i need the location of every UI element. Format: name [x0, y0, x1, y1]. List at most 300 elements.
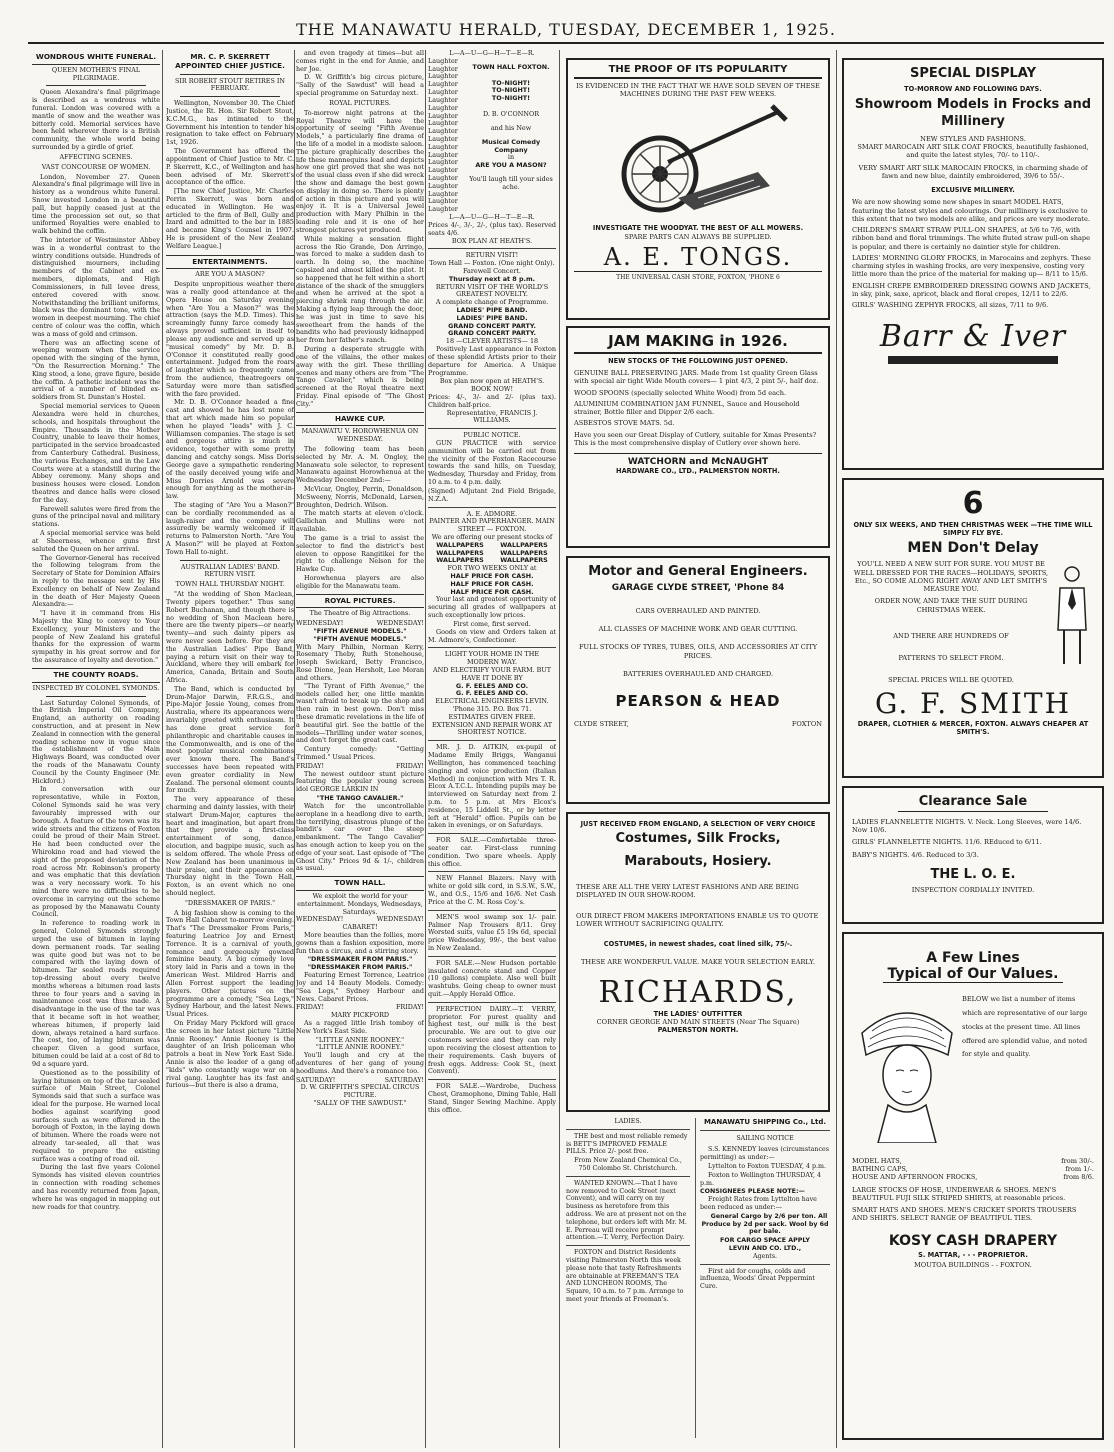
- paragraph: Wellington, November 30. The Chief Justice, the Rt. Hon. Sir Robert Stout, K.C.M.G., has intimated to the Government his intention to tender his resignation to take effect on February 1st, 1926.: [166, 99, 294, 147]
- paragraph: On Friday Mary Pickford will grace the screen in her latest picture "Little Annie Rooney." Annie Rooney is the daughter of an Irish policeman who patrols a beat in New York East Side. Annie is also the leader of a gang of "kids" who constantly wage war on a rival gang. Laughter has its fast and furious—but there is also a drama,: [166, 1018, 294, 1090]
- ad-text: Agents.: [752, 1252, 778, 1260]
- ad-address: MOUTOA BUILDINGS - - FOXTON.: [914, 1260, 1032, 1269]
- paragraph: The Government has offered the appointment of Chief Justice to Mr. C. P. Skerrett, K.C., of Wellington and has been advised of Mr. Skerrett's acceptance of the office.: [166, 147, 294, 187]
- barr-iver-logo: Barr & Iver: [879, 319, 1067, 355]
- column-3: [296, 50, 424, 1448]
- ad-title: Motor and General Engineers.: [588, 564, 808, 579]
- ad-text: We are offering our present stocks of: [431, 532, 553, 541]
- divider: [428, 833, 556, 834]
- ad-text: Farewell Concert.: [463, 266, 521, 275]
- paragraph: The match starts at eleven o'clock. Gallichan and Mullins were not available.: [296, 509, 424, 534]
- ad-title: Clearance Sale: [898, 794, 1048, 812]
- divider: [428, 507, 556, 508]
- wallpapers-word: WALLPAPERS: [500, 548, 548, 557]
- price-row: [852, 1157, 1094, 1165]
- ad-item: Have you seen our Great Display of Cutlery, suitable for Xmas Presents? This is the most comprehensive display of Cutlery ever shown here.: [574, 430, 817, 447]
- wallpapers-word: WALLPAPERS: [500, 540, 548, 549]
- ad-title: THE L. O. E.: [930, 866, 1016, 882]
- column-rule: [695, 1118, 696, 1438]
- ad-text: INSPECTION CORDIALLY INVITED.: [911, 885, 1035, 894]
- ad-text: Goods on view and Orders taken at M. Admore's, Confectioner.: [428, 627, 556, 644]
- ad-name: KOSY CASH DRAPERY: [888, 1232, 1058, 1249]
- film-title: "DRESSMAKER FROM PARIS.": [307, 963, 413, 972]
- ad-footer: HARDWARE CO., LTD., PALMERSTON NORTH.: [616, 467, 780, 476]
- classified-ad: First aid for coughs, colds and influenza, Woods' Great Peppermint Cure.: [700, 1267, 815, 1291]
- divider: [700, 1130, 830, 1131]
- classified-ad: FOR SALE.—Wardrobe, Duchess Chest, Gramophone, Dining Table, Hall Stand, Singer Sewing Machine. Apply this office.: [428, 1082, 556, 1114]
- ad-item: VERY SMART ART SILK MAROCAIN FROCKS, in charming shade of fawn and new blue, daintily embroidered, 39/6 to 55/-.: [858, 163, 1088, 180]
- ad-text: SPARE PARTS CAN ALWAYS BE SUPPLIED.: [624, 232, 772, 241]
- column-4: [428, 50, 556, 1448]
- paragraph: In reference to roading work in general, Colonel Symonds strongly urged the use of bitumen in laying down permanent roads. Tar sealing was quite good but was not to be compared with the laying down of bitumen. Tar sealed roads required top-dressing about every twelve months whereas a bitumen road lasts three to four years and a saving in maintenance cost was thus made. A disadvantage in the use of the tar was that it became soft in hot weather, whereas bitumen, if properly laid down, always retained a hard surface. The cost, too, of laying bitumen was cheaper. Given a good surface, bitumen could be laid at a cost of 8d to 9d a square yard.: [32, 919, 160, 1068]
- film-title: "FIFTH AVENUE MODELS.": [313, 627, 407, 635]
- laughter-word: Laughter: [428, 56, 458, 65]
- divider: [428, 428, 556, 429]
- column-2: [166, 50, 294, 1448]
- ad-text: PATTERNS TO SELECT FROM.: [898, 654, 1004, 663]
- ad-text: PAINTER AND PAPERHANGER. MAIN STREET — FOXTON.: [429, 517, 555, 534]
- price-label: BATHING CAPS,: [852, 1165, 908, 1174]
- paragraph: Queen Alexandra's final pilgrimage is described as a wondrous white funeral. London was covered with a mantle of snow and the weather was bitterly cold. Memorial services have been held wherever there is a British community, the whole world being surrounded by a girdle of grief.: [32, 88, 160, 152]
- ad-subtitle: The Theatre of Big Attractions.: [309, 609, 411, 618]
- laughter-word: Laughter: [428, 111, 458, 120]
- divider: [566, 1129, 690, 1130]
- ad-subtitle: JUST RECEIVED FROM ENGLAND, A SELECTION OF VERY CHOICE: [580, 820, 816, 828]
- ad-title: JAM MAKING in 1926.: [574, 332, 822, 354]
- article-subtitle: INSPECTED BY COLONEL SYMONDS.: [32, 683, 160, 692]
- ad-title: Marabouts, Hosiery.: [624, 854, 772, 870]
- ad-text: FOR CARGO SPACE APPLY: [719, 1237, 810, 1245]
- ad-text: A complete change of Programme.: [435, 298, 549, 307]
- ad-title: SPECIAL DISPLAY: [909, 66, 1037, 81]
- ad-subtitle: TO-MORROW AND FOLLOWING DAYS.: [904, 85, 1042, 93]
- ad-text: NEW STYLES AND FASHIONS.: [920, 135, 1026, 144]
- divider: [566, 1245, 690, 1246]
- laughter-word: Laughter: [428, 150, 458, 159]
- divider: [180, 96, 280, 97]
- paragraph: Last Saturday Colonel Symonds, of the British Imperial Oil Company, England, an authority on roading construction, and at present in New Zealand in connection with the general roading scheme now in vogue since the establishment of the Main Highways Board, was conducted over the roads of the Manawatu County Council by the County Engineer (Mr. Hickford.): [32, 698, 160, 785]
- divider: [46, 696, 146, 697]
- ad-text: YOU'LL NEED A NEW SUIT FOR SURE. YOU MUST BE WELL DRESSED FOR THE RACES—HOLIDAYS, SPORTS, Etc., SO COME ALONG RIGHT AWAY AND LET SMITH'S MEASURE YOU.: [853, 560, 1049, 594]
- ad-text: ALL CLASSES OF MACHINE WORK AND GEAR CUTTING.: [598, 625, 798, 634]
- article-subtitle: ROYAL PICTURES.: [329, 98, 391, 107]
- ad-text: First come, first served.: [453, 619, 531, 628]
- classified-ad: FOXTON and District Residents visiting Palmerston North this week please note that tasty Refreshments are obtainable at FREEMAN'S TEA AND LUNCHEON ROOMS, The Square, 10 a.m. to 7 p.m. Arrange to meet your friends at Freeman's.: [566, 1249, 684, 1303]
- ad-text: From New Zealand Chemical Co.,: [574, 1157, 682, 1165]
- price-value: from 1/-.: [1065, 1165, 1094, 1174]
- ad-name: RICHARDS,: [598, 974, 798, 1010]
- wallpapers-word: WALLPAPERS: [436, 540, 484, 549]
- special-display-ad: [842, 58, 1104, 470]
- richards-ad: [566, 812, 830, 1112]
- paragraph: The newest outdoor stunt picture featuring the popular young screen idol GEORGE LARKIN IN: [296, 769, 424, 794]
- divider: [428, 647, 556, 648]
- paragraph: and even tragedy at times—but all comes right in the end for Annie, and her Joe.: [296, 50, 424, 73]
- paragraph: Featuring Ernest Torrence, Leatrice Joy and 14 Beauty Models. Comedy: "Sea Legs," Sydney Harbour and News. Cabaret Prices.: [296, 971, 424, 1003]
- price-label: MODEL HATS,: [852, 1157, 902, 1165]
- article-title: MR. C. P. SKERRETT APPOINTED CHIEF JUSTICE.: [175, 52, 285, 70]
- price-row: [852, 1173, 1094, 1181]
- divider: [428, 871, 556, 872]
- ad-subtitle: GARAGE CLYDE STREET, 'Phone 84: [611, 583, 785, 593]
- paragraph: In conversation with our representative, while in Foxton, Colonel Symonds said he was very favourably impressed with our borough. A feature of the town was its wide streets and the citizens of Foxton could be proud of their Main Street. He had been conducted over the Whirokino road and had viewed the sight of the proposed deviation of the road across Mr. Robinson's property and was emphatic that this deviation was a very necessary work. To his mind there were no difficulties to be overcome in carrying out the scheme as proposed by the Manawatu County Council.: [32, 785, 160, 919]
- paragraph: Despite unpropitious weather there was a really good attendance at the Opera House on Saturday evening when "Are You a Mason?" was the attraction (says the M.D. Times). This screamingly funny farce comedy has always proved sufficient in itself to please any audience and served up as "musical comedy" by Mr. D. B. O'Connor it constituted really good entertainment. Judged from the roars of laughter which so frequently came from the audience, theatregoers on Saturday were more than satisfied with the fare provided.: [166, 280, 294, 398]
- column-rule: [836, 50, 837, 1448]
- ad-text: CONSIGNEES PLEASE NOTE:—: [700, 1188, 805, 1196]
- ad-item: ALUMINIUM COMBINATION JAM FUNNEL, Sauce and Household strainer, Bottle filler and Dipper 2/6 each.: [574, 399, 800, 417]
- ad-subtitle: EXCLUSIVE MILLINERY.: [931, 186, 1015, 195]
- ad-text: BATTERIES OVERHAULED AND CHARGED.: [622, 669, 774, 678]
- paragraph: "I have it in command from His Majesty the King to convey to Your Excellency, your Ministers and the people of New Zealand his grateful thanks for the expression of warm sympathy in his great sorrow and for the assurance of loyalty and devotion.": [32, 609, 160, 665]
- ad-day: FRIDAY!: [395, 1003, 424, 1012]
- paragraph: Questioned as to the possibility of laying bitumen on top of the tar-sealed surface of Main Street, Colonel Symonds said that such a surface was ideal for the purpose. He warned local bodies against scarifying good surfaces such as were offered in the borough of Foxton, in the laying down of bitumen. Where the roads were not already tar-sealed, all that was required to prepare the existing surface was a coating of road oil.: [32, 1068, 160, 1163]
- ad-text: General Cargo by 2/6 per ton. All Produce by 2d per sack. Wool by 6d per bale.: [701, 1212, 829, 1236]
- paragraph: A special memorial service was held at Sheerness, whence guns first saluted the Queen on her arrival.: [32, 529, 160, 553]
- ad-name: PEARSON & HEAD: [615, 692, 781, 711]
- laughter-word: Laughter: [428, 158, 458, 167]
- divider: [428, 1002, 556, 1003]
- ad-text: 750 Colombo St. Christchurch.: [578, 1164, 678, 1172]
- ad-address-town: FOXTON: [791, 720, 822, 729]
- ad-subtitle: THE LADIES' OUTFITTER: [653, 1009, 743, 1018]
- paragraph: Mr. D. B. O'Connor headed a fine cast and showed he has lost none of that art which made him so popular when he played "leads" with J. C. Williamson companies. The stage is set and gorgeous attire is much in evidence, together with some pretty dancing and catchy songs. Miss Doris George gave a sympathetic rendering of the easily deceived young wife and Miss Dorries Arnold was severe enough for anything as the mother-in-law.: [166, 398, 294, 501]
- ad-text: D. B. O'CONNOR: [482, 110, 540, 119]
- ad-footer: THE UNIVERSAL CASH STORE, FOXTON, 'PHONE 6: [574, 271, 822, 281]
- classified-ad: PERFECTION DAIRY.—T. VERRY, proprietor. For purest quality and highest test, our milk is the best procurable. We are out to give our customers service and they can rely upon receiving the closest attention to their requirements. Cash buyers of fresh eggs. Address: Cook St., (next Convent).: [428, 1004, 556, 1076]
- paragraph: The Band, which is conducted by Drum-Major Darwin, F.R.G.S., and Pipe-Major Jessie Young, comes from Australia, where its appearances were invariably greeted with enthusiasm. It has done great service for philanthropic and charitable causes in the Commonwealth, and is one of the most popular musical combinations ever known there. The Band's successes have been repeated with even greater cordiality in New Zealand. The personal element counts for much.: [166, 684, 294, 795]
- ad-text: Representative, FRANCIS J. WILLIAMS.: [446, 408, 538, 425]
- paragraph: "At the wedding of Shon Maclean, Twenty pipers together." Thus sang Robert Buchanan, and though there is no wedding of Shon Maclean here, there are the twenty pipers—or nearly twenty—and such dainty pipers as were never seen before. For they are the Australian Ladies' Pipe Band, paying a return visit on their way to Auckland, where they will embark for America, Canada, Britain and South Africa.: [166, 590, 294, 685]
- divider: [566, 1176, 690, 1177]
- ad-title: ROYAL PICTURES.: [296, 594, 424, 609]
- ad-title: A. E. ADMORE.: [466, 509, 518, 518]
- film-title: "DRESSMAKER FROM PARIS.": [307, 955, 413, 964]
- ad-text: THESE ARE ALL THE VERY LATEST FASHIONS AND ARE BEING DISPLAYED IN OUR SHOW-ROOM.: [576, 883, 799, 900]
- article-subtitle: AFFECTING SCENES.: [59, 152, 133, 161]
- paragraph: D. W. Griffith's big circus picture, "Sally of the Sawdust" will head a special programme on Saturday next.: [296, 73, 424, 98]
- column-1: [32, 50, 160, 1448]
- column-rule: [294, 50, 295, 1448]
- ad-text: GRAND CONCERT PARTY.: [448, 329, 536, 338]
- laughter-word: Laughter: [428, 72, 458, 81]
- ad-emphasis: G. F. EELES AND CO.: [455, 689, 529, 698]
- ad-text: Town Hall — Foxton. (One night Only).: [429, 259, 555, 268]
- ad-text: ESTIMATES GIVEN FREE. EXTENSION AND REPAIR WORK AT SHORTEST NOTICE.: [432, 712, 552, 737]
- clearance-ad: [842, 786, 1104, 924]
- ad-subtitle: ONLY SIX WEEKS, AND THEN CHRISTMAS WEEK —THE TIME WILL SIMPLY FLY BYE.: [853, 521, 1093, 538]
- ad-item: GIRLS' WASHING ZEPHYR FROCKS, all sizes, 7/11 to 9/6.: [852, 301, 1049, 309]
- ad-text: AND THERE ARE HUNDREDS OF: [893, 631, 1009, 640]
- laughter-word: Laughter: [428, 64, 458, 73]
- wallpapers-word: WALLPAPERS: [500, 556, 548, 565]
- price-list: [852, 1157, 1094, 1182]
- ad-address: PALMERSTON NORTH.: [657, 1026, 739, 1035]
- jam-ad: [566, 326, 830, 548]
- laughter-heading: L—A—U—G—H—T—E—R.: [449, 213, 535, 222]
- paragraph: The staging of "Are You a Mason?" can be cordially recommended as a laugh-raiser and the company will assuredly be warmly welcomed if it returns to Palmerston North. "Are You A Mason?" will be played at Foxton Town Hall to-night.: [166, 500, 294, 556]
- article-title: THE COUNTY ROADS.: [32, 668, 160, 683]
- laughter-list: [428, 58, 466, 214]
- ad-text: LADIES' PIPE BAND.: [456, 306, 528, 314]
- ad-text: (Signed) Adjutant 2nd Field Brigade, N.Z.A.: [428, 486, 556, 503]
- gentleman-figure-icon: [1050, 560, 1094, 684]
- ad-day: FRIDAY!: [395, 761, 424, 770]
- lady-portrait-icon: [852, 993, 962, 1143]
- ad-text: Lyttelton to Foxton TUESDAY, 4 p.m.: [708, 1163, 826, 1171]
- price-label: HOUSE AND AFTERNOON FROCKS,: [852, 1173, 978, 1182]
- ad-item: GIRLS' FLANNELETTE NIGHTS. 11/6. REduced to 6/11.: [852, 838, 1042, 847]
- motor-ad: [566, 556, 830, 804]
- ad-text: SMART HATS AND SHOES. MEN'S CRICKET SPORTS TROUSERS AND SHIRTS. SELECT RANGE OF BEAUTIFUL TIES.: [852, 1206, 1077, 1223]
- ad-name: WATCHORN and McNAUGHT: [574, 453, 822, 467]
- wallpapers-word: WALLPAPERS: [436, 548, 484, 557]
- ad-title: Showroom Models in Frocks and Millinery: [854, 97, 1092, 130]
- article-subtitle: "DRESSMAKER OF PARIS.": [184, 898, 276, 907]
- ad-title: TOWN HALL.: [296, 876, 424, 891]
- laughter-word: Laughter: [428, 95, 458, 104]
- price-value: from 8/6.: [1063, 1173, 1094, 1182]
- six-number: 6: [962, 486, 984, 521]
- divider: [180, 560, 280, 561]
- ad-text: OUR DIRECT FROM MAKERS IMPORTATIONS ENABLE US TO QUOTE LOWER WITHOUT SACRIFICING QUALITY.: [576, 911, 819, 928]
- ad-item: LADIES' MORNING GLORY FROCKS, in Marocains and zephyrs. These charming styles in washing frocks, are very inexpensive, costing very little more than the price of the material for making up— 8/11 to 15/6.: [852, 253, 1091, 279]
- ad-emphasis: G. F. EELES AND CO.: [455, 681, 529, 690]
- price-value: from 30/-.: [1061, 1157, 1094, 1165]
- article-subtitle: MANAWATU V. HOROWHENUA ON WEDNESDAY.: [301, 427, 419, 444]
- ad-title: Costumes, Silk Frocks,: [615, 831, 781, 847]
- divider: [428, 910, 556, 911]
- divider: [428, 740, 556, 741]
- classified-ad: WANTED KNOWN.—That I have now removed to Cook Street (next Convent), and will carry on my business as heretofore from this address. We are at present not on the telephone, but orders left with Mr. M. E. Perreau will receive prompt attention.—T. Verry, Perfection Dairy.: [566, 1179, 687, 1242]
- laughter-word: Laughter: [428, 166, 458, 175]
- ad-day: FRIDAY!: [296, 761, 325, 770]
- ad-emphasis: HALF PRICE FOR CASH.: [450, 572, 534, 580]
- ad-text: BELOW we list a number of items which are representative of our large stocks at the present time. All lines offered are splendid value, and noted for style and quality.: [962, 995, 1088, 1059]
- ad-day: SATURDAY!: [384, 1075, 424, 1084]
- ad-item: BABY'S NIGHTS. 4/6. Reduced to 3/3.: [852, 850, 979, 859]
- price-row: [852, 1165, 1094, 1173]
- classified-ad: FOR SALE.—New Hudson portable insulated concrete stand and Copper (10 gallons) complete. Also well built washtubs. Going cheap to owner must quit.—Apply Herald Office.: [428, 958, 556, 998]
- ad-text: Prices 4/-, 3/-, 2/-, (plus tax). Reserved seats 4/6.: [428, 220, 556, 237]
- ad-title: MANAWATU SHIPPING Co., Ltd.: [703, 1118, 827, 1126]
- ad-text: in: [507, 153, 515, 162]
- ad-title: RETURN VISIT!: [465, 251, 519, 260]
- ad-text: AND ELECTRIFY YOUR FARM. BUT HAVE IT DONE BY: [432, 665, 552, 682]
- masthead-rule: [28, 42, 1104, 44]
- paragraph: London, November 27. Queen Alexandra's final pilgrimage will live in history as a wondrous white funeral. Snow invested London in a beautiful pall, but happily ceased just at the time the procession set out, so that uniformed Royalties were enabled to walk behind the coffin.: [32, 172, 160, 236]
- ad-title: TOWN HALL FOXTON.: [472, 62, 550, 71]
- ad-subtitle: NEW STOCKS OF THE FOLLOWING JUST OPENED.: [608, 357, 788, 365]
- ad-emphasis: TO-NIGHT!: [491, 78, 531, 87]
- ad-subtitle: CABARET!: [342, 923, 378, 932]
- ad-text: GUN PRACTICE with service ammunition will be carried out from the vicinity of the Foxton Racecourse towards the sand hills, on Tuesday, Wednesday, Thursday and Friday, from 10 a.m. to 4 p.m. daily.: [428, 439, 556, 487]
- paragraph: D. W. GRIFFITH'S SPECIAL CIRCUS PICTURE.: [300, 1083, 420, 1100]
- paragraph: We exploit the world for your entertainment. Mondays, Wednesdays, Saturdays.: [297, 891, 423, 916]
- ad-text: FULL STOCKS OF TYRES, TUBES, OILS, AND ACCESSORIES AT CITY PRICES.: [578, 643, 818, 660]
- ad-text: COSTUMES, in newest shades, coat lined silk, 75/-.: [603, 940, 793, 949]
- ad-title: Typical of Our Values.: [883, 966, 1063, 983]
- ad-item: SMART MAROCAIN ART SILK COAT FROCKS, beautifully fashioned, and quite the latest styles, 70/- to 110/-.: [857, 143, 1089, 160]
- ad-text: Your last and greatest opportunity of securing all grades of wallpapers at such exceptionally low prices.: [428, 595, 556, 620]
- film-title: "FIFTH AVENUE MODELS.": [313, 634, 407, 643]
- ad-address-street: CLYDE STREET,: [574, 720, 629, 729]
- article-subtitle: SIR ROBERT STOUT RETIRES IN FEBRUARY.: [175, 76, 285, 93]
- ad-name: G. F. SMITH: [874, 686, 1072, 720]
- ad-item: WOOD SPOONS (specially selected White Wood) from 5d each.: [574, 388, 787, 397]
- ad-title: MEN Don't Delay: [907, 540, 1039, 557]
- column-rule: [559, 50, 560, 1448]
- ad-emphasis: TO-NIGHT!: [491, 94, 531, 103]
- small-ads-left: [566, 1118, 690, 1305]
- ad-text: LADIES' PIPE BAND.: [456, 313, 528, 322]
- classified-ad: MR. J. D. AITKIN, ex-pupil of Madame Emily Briggs, Wanganui Wellington, has commenced teaching singing and voice production (Italian Method) in conjunction with Mrs T. R. Elcox A.T.C.L. Intending pupils may be interviewed on Saturday next from 2 p.m. to 5 p.m. at Mrs Elcox's residence, 15 Liddell St., or by letter left at "Herald" office. Pupils can be taken in evenings, or on Saturdays.: [428, 743, 556, 830]
- classified-ad: THE best and most reliable remedy is BETT'S IMPROVED FEMALE PILLS. Price 2/- post free.: [566, 1132, 688, 1156]
- tongs-ad: [566, 58, 830, 320]
- ad-day: WEDNESDAY!: [296, 915, 344, 924]
- town-hall-ad: [428, 58, 556, 214]
- ad-address: CORNER GEORGE AND MAIN STREETS (Near The Square): [596, 1017, 800, 1026]
- ad-emphasis: ARE YOU A MASON?: [475, 161, 547, 170]
- kosy-ad: [842, 932, 1104, 1440]
- article-title: WONDROUS WHITE FUNERAL.: [32, 53, 160, 65]
- paragraph: A big fashion show is coming to the Town Hall Cabaret to-morrow evening. That's "The Dressmaker From Paris," featuring Leatrice Joy and Ernest Torrence. It is a carnival of youth, romance and gorgeously gowned feminine beauty. A big comedy love story laid in Paris and a town in the American West. Mildred Harris and Allen Forrest support the leading players. Other pictures on the programme are a comedy, "Sea Legs," Sydney Harbour, and the latest News. Usual Prices.: [166, 908, 294, 1019]
- paragraph: With Mary Philbin, Norman Kerry, Rosemary Theby, Ruth Stonehouse, Joseph Swickard, Betty Francisco, Rose Dione, Jean Hersholt, Lee Moran and others.: [296, 642, 424, 682]
- ad-text: You'll laugh till your sides ache.: [469, 174, 553, 191]
- paragraph: To-morrow night patrons at the Royal Theatre will have the opportunity of seeing "Fifth Avenue Models," a particularly fine drama of the life of a model in a modiste saloon. The picture graphically describes the life these mannequins lead and depicts how one girl proved that she was not of the usual class even if she did wreck the show and damage the best gown on display in doing so. There is plenty of action in this picture and you will enjoy it. It is a Universal Jewel production with Mary Philbin in the leading role and it is one of her strongest pictures yet produced.: [296, 108, 424, 234]
- divider: [180, 74, 280, 75]
- ad-title: LIGHT YOUR HOME IN THE MODERN WAY.: [444, 650, 540, 667]
- divider: [700, 1264, 830, 1265]
- ad-text: ELECTRICAL ENGINEERS LEVIN.: [435, 697, 549, 706]
- divider: [428, 248, 556, 249]
- ad-item: ENGLISH CREPE EMBROIDERED DRESSING GOWNS AND JACKETS, in sky, pink, saxe, apricot, black and floral crepes, 12/11 to 22/6.: [852, 281, 1091, 298]
- film-title: "THE TANGO CAVALIER.": [316, 794, 404, 803]
- ad-text: LARGE STOCKS OF HOSE, UNDERWEAR & SHOES. MEN'S BEAUTIFUL FUJI SILK STRIPED SHIRTS, at reasonable prices.: [852, 1185, 1066, 1202]
- film-title: "LITTLE ANNIE ROONEY.": [315, 1035, 405, 1044]
- classified-ad: NEW Flannel Blazers. Navy with white or gold silk cord, in S.S.W., S.W., W., and O.S., 15/6 and 16/6. Net Cash Price at the C. M. Ross Coy.'s.: [428, 874, 556, 906]
- ad-item: ASBESTOS STOVE MATS. 5d.: [574, 419, 675, 428]
- laughter-word: Laughter: [428, 127, 458, 136]
- article-subtitle: QUEEN MOTHER'S FINAL PILGRIMAGE.: [51, 65, 141, 82]
- paragraph: You'll laugh and cry at the adventures of her gang of young hoodlums. And there's a romance too.: [296, 1051, 424, 1075]
- ad-item: We are now showing some new shapes in smart MODEL HATS, featuring the latest styles and colourings. Our millinery is exclusive to this extent that no two models are alike, and prices are very moderate.: [852, 198, 1090, 223]
- lawn-mower-icon: [608, 102, 788, 222]
- ad-emphasis: HALF PRICE FOR CASH.: [450, 579, 534, 588]
- ad-day: SATURDAY!: [296, 1075, 336, 1084]
- ad-text: Foxton to Wellington THURSDAY, 4 p.m.: [700, 1171, 822, 1187]
- laughter-word: Laughter: [428, 197, 458, 206]
- ad-text: 18 —CLEVER ARTISTS— 18: [445, 337, 539, 346]
- paragraph: The interior of Westminster Abbey was in a wonderful contrast to the wintry conditions outside. Hundreds of distinguished mourners, including members of the Cabinet and ex-members, diplomats, and High Commissioners, in full levee dress, entered covered with snow. Notwithstanding the brilliant uniforms, black was the dominant tone, with the women in deepest mourning. The chief centre of colour was the coffin, which was a mass of gold and crimson.: [32, 236, 160, 338]
- ad-day: WEDNESDAY!: [376, 619, 424, 628]
- smith-ad: [842, 478, 1104, 778]
- laughter-word: Laughter: [428, 88, 458, 97]
- paragraph: While making a sensation flight across the Rio Grande, Don Arringo, was forced to make a sudden dash to earth. In doing so, the machine capsized and almost killed the pilot. It so happened that he felt within a short distance of the shack of the smugglers and when he arrived at the spot a piercing shriek rang through the air. Making a flying leap through the door, he was just in time to save his sweetheart from the hands of the bandits who had previously kidnapped her from her father's ranch.: [296, 234, 424, 345]
- laughter-word: Laughter: [428, 142, 458, 151]
- paragraph: During a desperate struggle with one of the villains, the other makes away with the girl. These thrilling scenes and many others are from "The Tango Cavalier," which is being screened at the Royal theatre next Friday. Final episode of "The Ghost City.": [296, 345, 424, 408]
- article-subtitle: AUSTRALIAN LADIES' BAND. RETURN VISIT.: [180, 562, 280, 579]
- town-hall-ad-body: [466, 58, 556, 214]
- ad-address: [574, 720, 822, 728]
- ad-text: BOX PLAN AT HEATH'S.: [451, 236, 533, 245]
- ad-text: Box plan now open at HEATH'S.: [439, 377, 545, 386]
- wallpapers-word: WALLPAPERS: [436, 556, 484, 565]
- laughter-word: Laughter: [428, 119, 458, 128]
- paragraph: Century comedy: "Getting Trimmed." Usual Prices.: [296, 745, 424, 761]
- ad-title: THE PROOF OF ITS POPULARITY: [574, 64, 822, 79]
- paragraph: The very appearance of these charming and dainty lassies, with their stalwart Drum-Major, captures the heart and imagination, but apart from that they provide a first-class entertainment of song, dance, elocution, and bagpipe music, such as is seldom offered. The whole Press of New Zealand has been unanimous in their praise, and their appearance on Thursday night in the Town Hall, Foxton, is an event which no one should neglect.: [166, 795, 294, 897]
- laughter-word: Laughter: [428, 80, 458, 89]
- ad-emphasis: TO-NIGHT!: [491, 86, 531, 95]
- masthead: THE MANAWATU HERALD, TUESDAY, DECEMBER 1, 1925.: [296, 20, 836, 39]
- divider: [46, 85, 146, 86]
- smith-ad-body: [852, 560, 1094, 684]
- ad-text: and his New: [490, 123, 532, 132]
- ad-day: WEDNESDAY!: [376, 915, 424, 924]
- ad-text: 'Phone 315. P.O. Box 71.: [452, 705, 532, 713]
- ad-text: GRAND CONCERT PARTY.: [448, 321, 536, 330]
- ad-day: WEDNESDAY!: [296, 619, 344, 628]
- divider: [428, 956, 556, 957]
- article-title: HAWKE CUP.: [296, 412, 424, 427]
- film-title: "LITTLE ANNIE ROONEY.": [315, 1043, 405, 1052]
- star-name: MARY PICKFORD: [330, 1011, 390, 1020]
- paragraph: The Governor-General has received the following telegram from the Secretary of State for Dominion Affairs in reply to the message sent by His Excellency on behalf of New Zealand in the death of Her Majesty Queen Alexandra:—: [32, 553, 160, 609]
- paragraph: As a ragged little Irish tomboy of New York's East Side.: [296, 1018, 424, 1035]
- classified-ad: FOR SALE.—Comfortable three-seater car. First-class running condition. Two spare wheels. Apply this office.: [428, 836, 556, 868]
- laughter-word: Laughter: [428, 174, 458, 182]
- ad-footer: DRAPER, CLOTHIER & MERCER, FOXTON. ALWAYS CHEAPER AT SMITH'S.: [857, 719, 1089, 736]
- shipping-ad: [700, 1118, 830, 1292]
- ad-text: S.S. KENNEDY leaves (circumstances permitting) as under:—: [700, 1146, 829, 1162]
- laughter-word: Laughter: [428, 103, 458, 112]
- paragraph: Watch for the uncontrollable aeroplane in a headlong dive to earth, the terrifying, disastrous plunge of the bandit's car over the steep embankment. "The Tango Cavalier" has enough action to keep you on the edge of your seat. Last episode of "The Ghost City." Prices 9d & 1/-, children as usual.: [296, 801, 424, 873]
- article-subtitle: TOWN HALL THURSDAY NIGHT.: [175, 580, 285, 589]
- logo-underline: [888, 356, 1058, 364]
- column-rule: [425, 50, 426, 1448]
- ad-text: FOR TWO WEEKS ONLY at: [447, 564, 537, 573]
- paragraph: [The new Chief Justice, Mr. Charles Perrin Skerrett, was born and educated in Wellington. He was articled to the firm of Bell, Gully and Izard and admitted to the bar in 1885 and became King's Counsel in 1907. He is president of the New Zealand Welfare League.]: [166, 187, 294, 250]
- paragraph: Horowhenua players are also eligible for the Manawatu team.: [296, 573, 424, 590]
- paragraph: The game is a trial to assist the selector to find the district's best eleven to oppose Rangitikei for the right to challenge Nelson for the Hawke Cup.: [296, 533, 424, 574]
- paragraph: During the last five years Colonel Symonds has visited eleven countries in connection with roading schemes and has recently returned from Japan, where he was engaged in mapping out new roads for that country.: [32, 1163, 160, 1211]
- paragraph: Farewell salutes were fired from the guns of the principal naval and military stations.: [32, 504, 160, 529]
- section-title: ENTERTAINMENTS.: [166, 255, 294, 270]
- ad-text: CARS OVERHAULED AND PAINTED.: [635, 607, 761, 615]
- paragraph: "The Tyrant of Fifth Avenue," the models called her, one little mankin wasn't afraid to break up the shop and then rain in best gown. Don't miss these dramatic revelations in the life of a beautiful girl. See the battle of the models—Thrilling under water scenes, and don't forget the great cast.: [296, 681, 424, 745]
- ad-subtitle: SAILING NOTICE: [736, 1134, 794, 1142]
- paragraph: More beauties than the follies, more gowns than a fashion exposition, more fun than a circus, and a stirring story.: [296, 931, 424, 955]
- ad-item: GENUINE BALL PRESERVING JARS. Made from 1st quality Green Glass with special air tight Wide Mouth covers— 1 pint 4/3, 2 pint 5/-, half doz.: [574, 369, 819, 386]
- article-subtitle: ARE YOU A MASON?: [195, 270, 265, 279]
- laughter-word: Laughter: [428, 189, 458, 198]
- column-rule: [162, 50, 163, 1448]
- ad-text: THESE ARE WONDERFUL VALUE. MAKE YOUR SELECTION EARLY.: [581, 958, 815, 967]
- film-title: "SALLY OF THE SAWDUST.": [313, 1099, 407, 1108]
- ad-text: INVESTIGATE THE WOODYAT. THE BEST OF ALL MOWERS.: [592, 224, 804, 233]
- paragraph: There was an affecting scene of weeping women when the service opened with the singing of the hymn, "On the Resurrection Morning." The King stood, a lone, grave figure, beside the coffin. A pathetic incident was the arrival of a number of blinded ex-soldiers from St. Dunstan's Hostel.: [32, 338, 160, 402]
- divider: [428, 1079, 556, 1080]
- ad-text: Freight Rates from Lyttelton have been reduced as under:—: [700, 1196, 817, 1212]
- ad-name: LEVIN AND CO. LTD.,: [728, 1245, 802, 1253]
- article-subtitle: VAST CONCOURSE OF WOMEN.: [41, 162, 151, 171]
- ad-text: BOOK NOW!: [470, 385, 514, 394]
- paragraph: McVicar, Ongley, Perrin, Donaldson, McSweeny, Norris, McDonald, Larsen, Broughton, Dedrich. Wilson.: [296, 485, 424, 509]
- laughter-word: Laughter: [428, 181, 458, 190]
- ad-text: Musical Comedy Company: [481, 137, 541, 154]
- ad-text: SPECIAL PRICES WILL BE QUOTED.: [888, 676, 1014, 685]
- ad-text: Prices: 4/-, 3/- and 2/- (plus tax). Children half-price.: [428, 392, 556, 409]
